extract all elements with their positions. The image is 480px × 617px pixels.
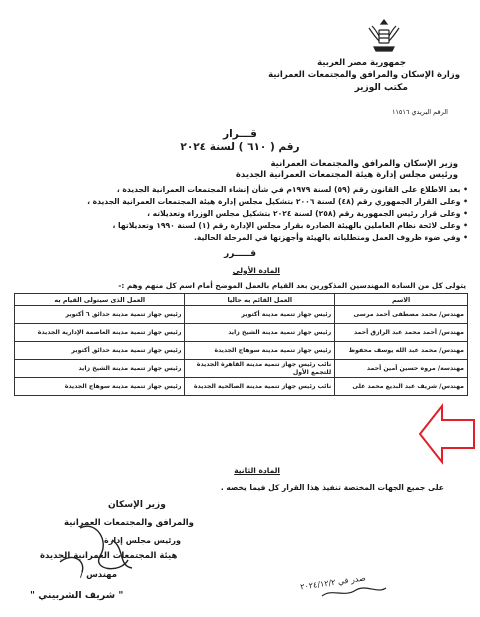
article-2-text: على جميع الجهات المختصة تنفيذ هذا القرار كل فيما يخصه . <box>220 483 444 492</box>
signature-line-2: والمرافق والمجتمعات العمرانية <box>64 518 194 528</box>
handwritten-signature-icon <box>60 526 132 572</box>
issuer-line-2: ورئيس مجلس إدارة هيئة المجتمعات العمرانية الجديدة <box>235 170 458 180</box>
cell-new-role: رئيس جهاز تنمية مدينة الشيخ زايد <box>15 360 185 378</box>
handwritten-initials-icon <box>322 588 386 596</box>
cell-name: مهندس/ محمد مصطفى أحمد مرسى <box>335 306 468 324</box>
cell-name: مهندسة/ مروه حسين أمين أحمد <box>335 360 468 378</box>
article-2-heading: المادة الثانية <box>234 466 280 475</box>
cell-current-role: رئيس جهاز تنمية مدينة سوهاج الجديدة <box>185 342 335 360</box>
issuer-line-1: وزير الإسكان والمرافق والمجتمعات العمرانية <box>270 159 458 169</box>
header-ministry: وزارة الإسكان والمرافق والمجتمعات العمرانية <box>268 70 460 80</box>
preamble-item: • وعلى لائحة نظام العاملين بالهيئة الصادرة بقرار مجلس الإدارة رقم (١) لسنة ١٩٩٠ وتعديلاتها ، <box>112 221 468 230</box>
article-1-heading: المادة الأولى <box>232 266 280 275</box>
red-arrow-annotation-icon <box>420 406 474 462</box>
column-header-new-role: العمل الذى سيتولى القيام به <box>15 294 185 306</box>
cell-new-role: رئيس جهاز تنمية مدينة حدائق ٦ أكتوبر <box>15 306 185 324</box>
column-header-name: الاسم <box>335 294 468 306</box>
postal-code: الرقم البريدي ١١٥١٦ <box>391 108 448 116</box>
preamble-item: • بعد الاطلاع على القانون رقم (٥٩) لسنة ١٩٧٩م في شأن إنشاء المجتمعات العمرانية الجديدة ، <box>116 185 468 194</box>
cell-new-role: رئيس جهاز تنمية مدينة العاصمة الإدارية الجديدة <box>15 324 185 342</box>
header-office: مكتب الوزير <box>354 83 408 93</box>
handwritten-issue-note: صدر في ٢٠٢٤/١٢/٢ <box>299 573 367 592</box>
article-1-intro: يتولى كل من السادة المهندسين المذكورين بعد القيام بالعمل الموضح أمام اسم كل منهم وهم :- <box>118 281 466 290</box>
signature-line-3: ورئيس مجلس إدارة <box>104 536 181 545</box>
cell-current-role: رئيس جهاز تنمية مدينة الشيخ زايد <box>185 324 335 342</box>
signature-line-1: وزير الإسكان <box>108 500 166 510</box>
header-country: جمهورية مصر العربية <box>317 58 406 68</box>
cell-new-role: رئيس جهاز تنمية مدينة حدائق أكتوبر <box>15 342 185 360</box>
decides-heading: قـــــرر <box>223 249 257 259</box>
preamble-item: • وفي ضوء ظروف العمل ومتطلباته بالهيئة وأجهزتها في المرحلة الحالية. <box>193 233 468 242</box>
column-header-current-role: العمل القائم به حاليا <box>185 294 335 306</box>
cell-current-role: رئيس جهاز تنمية مدينة أكتوبر <box>185 306 335 324</box>
cell-new-role: رئيس جهاز تنمية مدينة سوهاج الجديدة <box>15 378 185 396</box>
cell-name: مهندس/ محمد عبد الله يوسف محفوظ <box>335 342 468 360</box>
decree-number: رقم ( ٦١٠ ) لسنة ٢٠٢٤ <box>180 141 300 153</box>
signature-name: " شريف الشربيني " <box>30 590 124 601</box>
cell-current-role: نائب رئيس جهاز تنمية مدينة الصالحية الجديدة <box>185 378 335 396</box>
cell-name: مهندس/ شريف عبد البديع محمد على <box>335 378 468 396</box>
cell-current-role: نائب رئيس جهاز تنمية مدينة القاهرة الجديدة للتجمع الأول <box>185 360 335 378</box>
signature-line-4: هيئة المجتمعات العمرانية الجديدة <box>40 551 178 561</box>
cell-name: مهندس/ أحمد محمد عبد الرازق أحمد <box>335 324 468 342</box>
preamble-item: • وعلى القرار الجمهوري رقم (٤٨) لسنة ٢٠٠٦ بتشكيل مجلس إدارة هيئة المجتمعات العمرانية الجديدة ، <box>87 197 468 206</box>
signature-title: مهندس / <box>80 570 118 580</box>
decree-title: قـــرار <box>223 128 257 140</box>
preamble-item: • وعلى قرار رئيس الجمهورية رقم (٢٥٨) لسنة ٢٠٢٤ بتشكيل مجلس الوزراء وتعديلاته ، <box>147 209 468 218</box>
